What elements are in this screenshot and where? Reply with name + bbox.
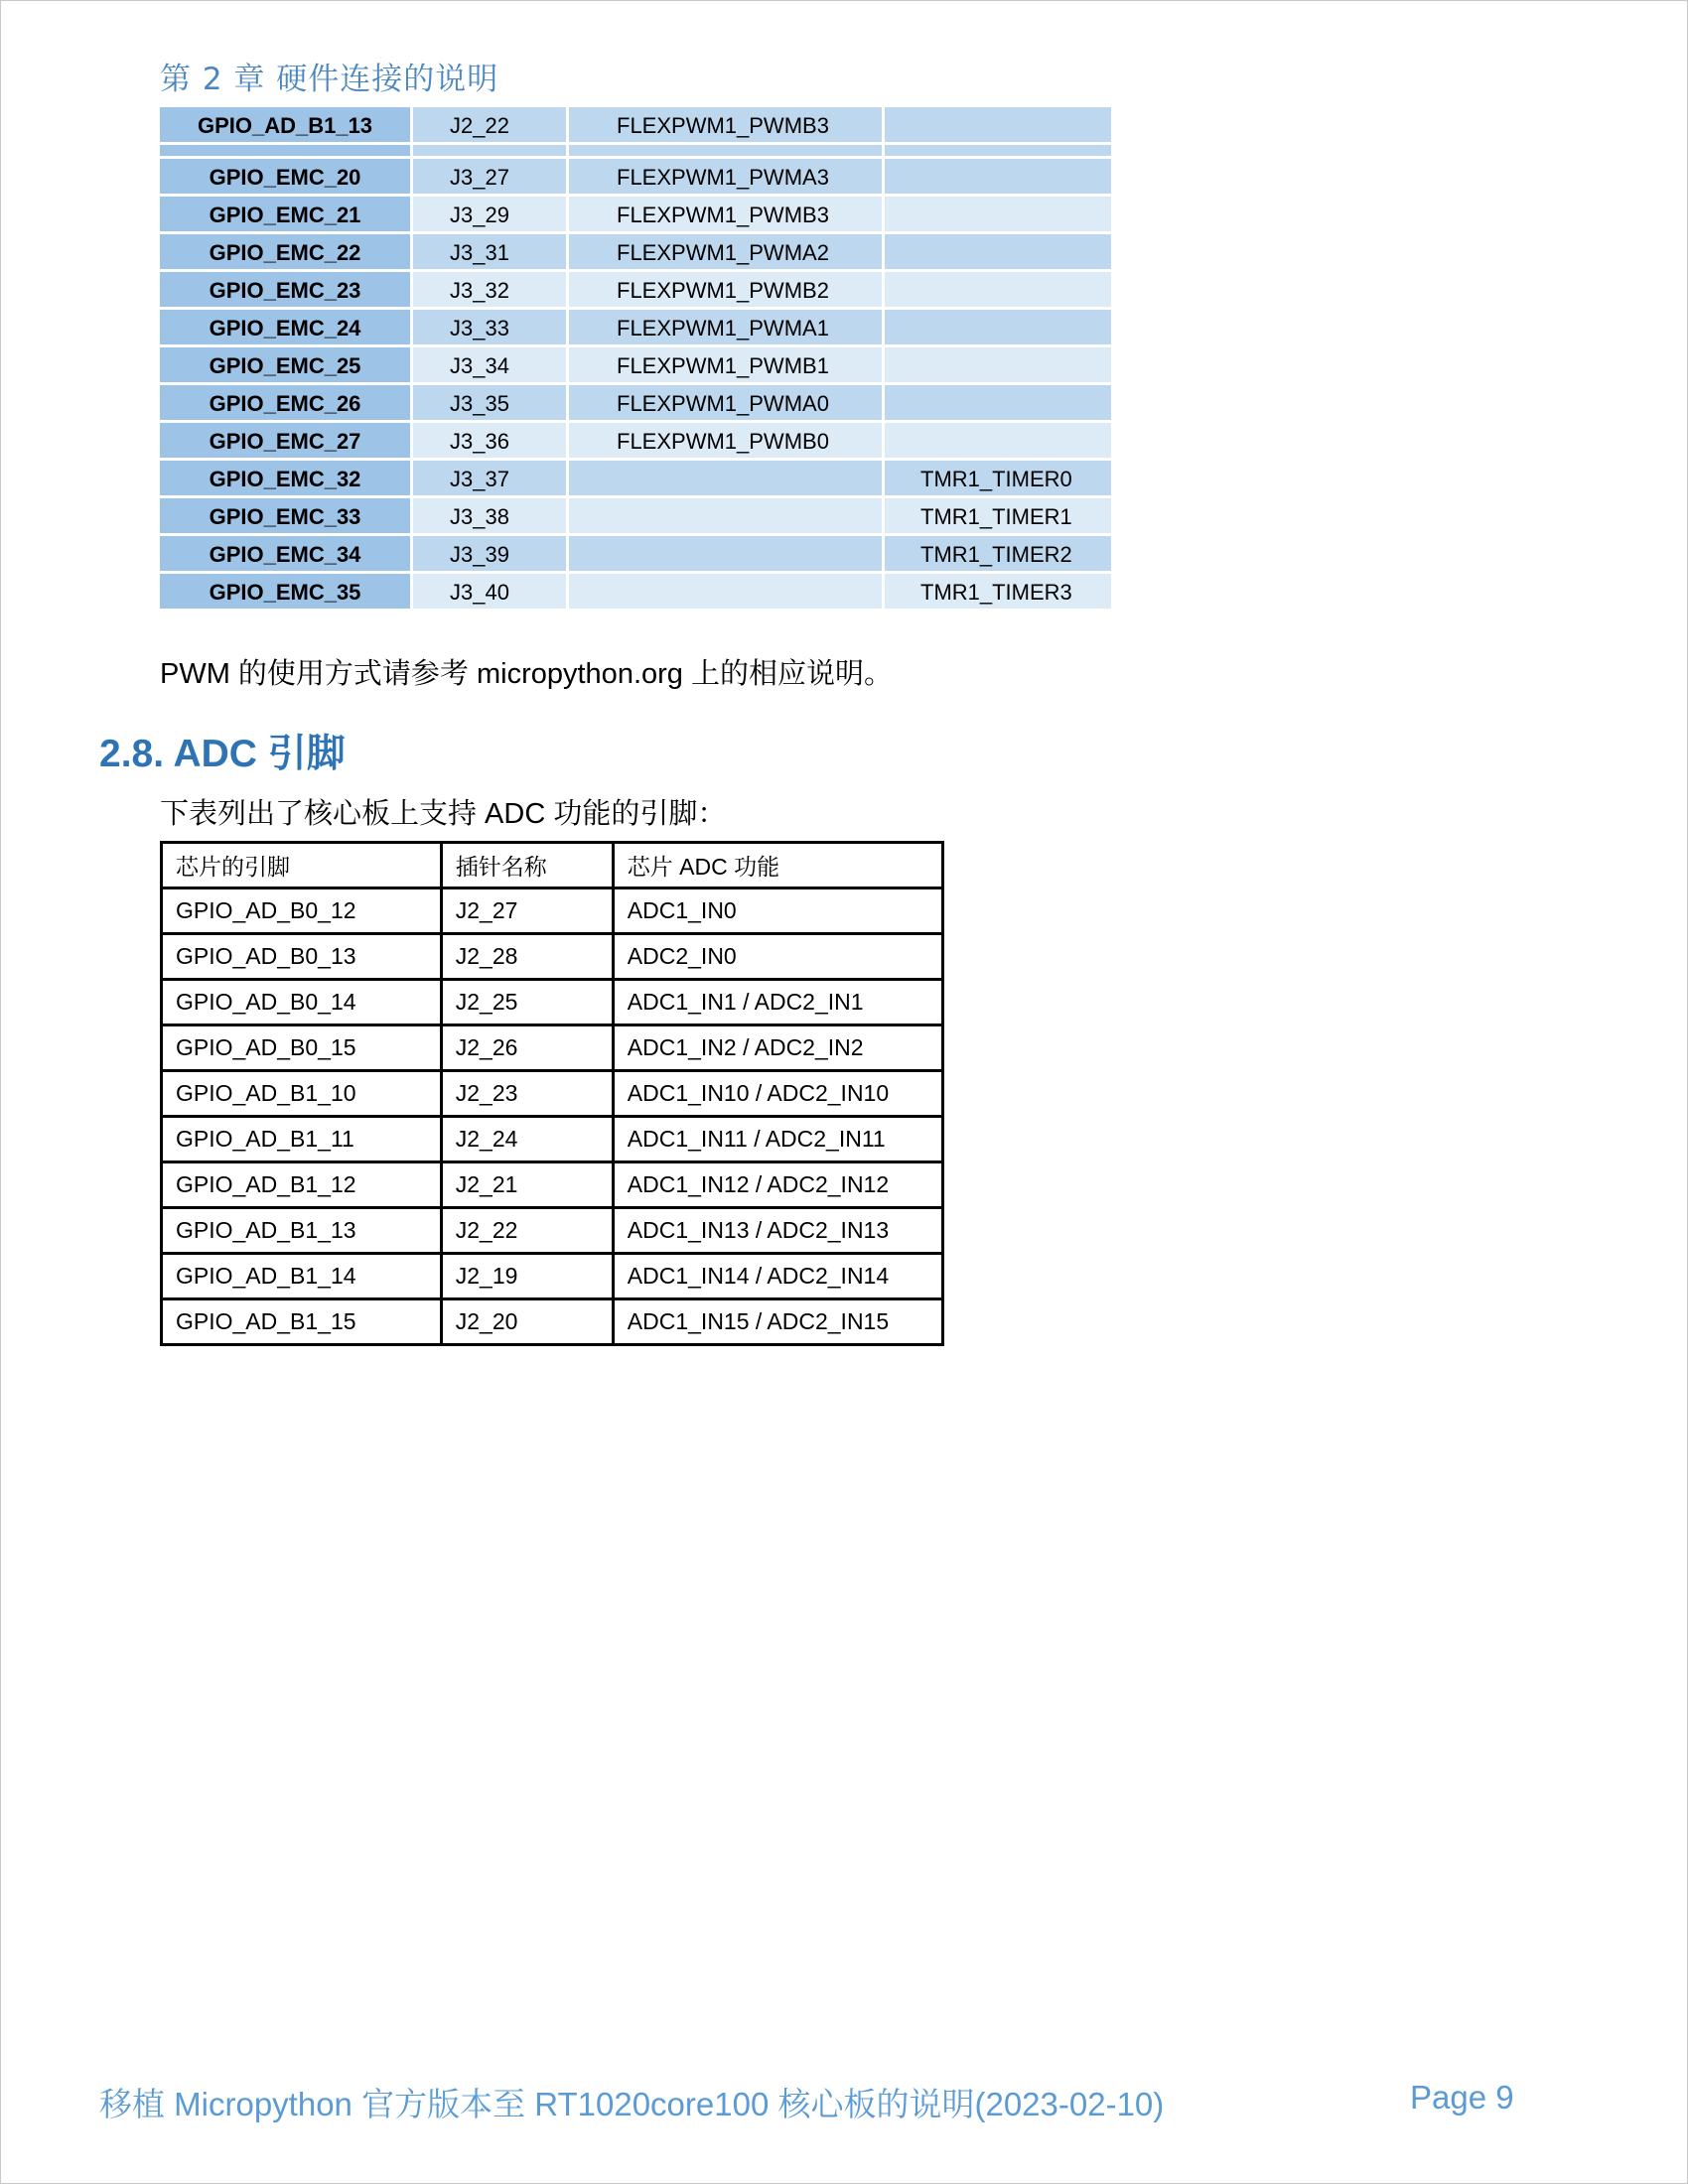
timer-cell: TMR1_TIMER1 [885,498,1111,536]
header-pin-cell: J2_23 [441,1071,613,1117]
header-pin-cell: J3_32 [413,272,569,310]
pwm-usage-note: PWM 的使用方式请参考 micropython.org 上的相应说明。 [160,658,893,690]
pin-cell: GPIO_AD_B1_10 [162,1071,442,1117]
pin-cell: GPIO_EMC_26 [160,385,413,423]
timer-cell: TMR1_TIMER0 [885,461,1111,498]
pin-cell: GPIO_AD_B1_11 [162,1117,442,1162]
header-pin-cell: J3_33 [413,310,569,347]
flexpwm-cell: FLEXPWM1_PWMB1 [569,347,885,385]
table-divider [160,145,1111,159]
flexpwm-cell: FLEXPWM1_PWMB0 [569,423,885,461]
timer-cell [885,385,1111,423]
timer-cell [885,347,1111,385]
timer-cell [885,107,1111,145]
header-pin-cell: J3_39 [413,536,569,574]
pwm-pin-table [160,107,1111,612]
pin-cell: GPIO_AD_B1_15 [162,1299,442,1345]
section-intro: 下表列出了核心板上支持 ADC 功能的引脚： [160,798,727,830]
footer-page-number: Page 9 [1410,2079,1514,2116]
adc-function-cell: ADC1_IN1 / ADC2_IN1 [613,980,942,1025]
timer-cell [885,197,1111,234]
flexpwm-cell [569,461,885,498]
footer-document-title: 移植 Micropython 官方版本至 RT1020core100 核心板的说明(2023-02-10) [99,2086,1165,2122]
table-row [162,1117,943,1162]
pin-cell: GPIO_EMC_35 [160,574,413,612]
pin-cell: GPIO_AD_B1_12 [162,1162,442,1208]
pin-cell: GPIO_AD_B0_13 [162,934,442,980]
table-header-row [162,843,943,888]
pin-cell: GPIO_AD_B0_15 [162,1025,442,1071]
timer-cell [885,310,1111,347]
adc-function-cell: ADC1_IN10 / ADC2_IN10 [613,1071,942,1117]
header-pin-cell: J3_29 [413,197,569,234]
timer-cell [885,159,1111,197]
column-header: 芯片 ADC 功能 [613,843,942,888]
header-pin-cell: J3_31 [413,234,569,272]
flexpwm-cell [569,574,885,612]
header-pin-cell: J3_35 [413,385,569,423]
table-row [162,934,943,980]
header-pin-cell: J2_22 [441,1208,613,1254]
timer-cell: TMR1_TIMER3 [885,574,1111,612]
table-row [162,1071,943,1117]
flexpwm-cell: FLEXPWM1_PWMB2 [569,272,885,310]
header-pin-cell: J2_20 [441,1299,613,1345]
header-pin-cell: J3_40 [413,574,569,612]
flexpwm-cell: FLEXPWM1_PWMA2 [569,234,885,272]
timer-cell [885,234,1111,272]
pin-cell: GPIO_EMC_27 [160,423,413,461]
table-row [162,1162,943,1208]
section-heading: 2.8. ADC 引脚 [99,733,346,775]
column-header: 插针名称 [441,843,613,888]
timer-cell: TMR1_TIMER2 [885,536,1111,574]
adc-function-cell: ADC1_IN14 / ADC2_IN14 [613,1254,942,1299]
header-pin-cell: J3_37 [413,461,569,498]
pin-cell: GPIO_AD_B1_13 [162,1208,442,1254]
table-row [162,1208,943,1254]
pin-cell: GPIO_EMC_32 [160,461,413,498]
flexpwm-cell: FLEXPWM1_PWMB3 [569,197,885,234]
header-pin-cell: J3_27 [413,159,569,197]
pin-cell: GPIO_EMC_24 [160,310,413,347]
header-pin-cell: J2_19 [441,1254,613,1299]
adc-function-cell: ADC1_IN11 / ADC2_IN11 [613,1117,942,1162]
adc-function-cell: ADC1_IN12 / ADC2_IN12 [613,1162,942,1208]
pin-cell: GPIO_AD_B0_14 [162,980,442,1025]
pin-cell: GPIO_EMC_34 [160,536,413,574]
header-pin-cell: J2_22 [413,107,569,145]
pin-cell: GPIO_EMC_21 [160,197,413,234]
adc-function-cell: ADC1_IN2 / ADC2_IN2 [613,1025,942,1071]
table-row [162,888,943,934]
adc-function-cell: ADC1_IN13 / ADC2_IN13 [613,1208,942,1254]
header-pin-cell: J3_38 [413,498,569,536]
header-pin-cell: J2_27 [441,888,613,934]
header-pin-cell: J2_26 [441,1025,613,1071]
flexpwm-cell: FLEXPWM1_PWMB3 [569,107,885,145]
pin-cell: GPIO_EMC_33 [160,498,413,536]
flexpwm-cell: FLEXPWM1_PWMA0 [569,385,885,423]
column-header: 芯片的引脚 [162,843,442,888]
pin-cell: GPIO_AD_B1_14 [162,1254,442,1299]
pin-cell: GPIO_EMC_22 [160,234,413,272]
pin-cell: GPIO_EMC_23 [160,272,413,310]
chapter-header: 第 2 章 硬件连接的说明 [160,62,499,97]
timer-cell [885,423,1111,461]
flexpwm-cell: FLEXPWM1_PWMA3 [569,159,885,197]
adc-function-cell: ADC2_IN0 [613,934,942,980]
table-row [162,1025,943,1071]
header-pin-cell: J2_25 [441,980,613,1025]
flexpwm-cell: FLEXPWM1_PWMA1 [569,310,885,347]
flexpwm-cell [569,498,885,536]
header-pin-cell: J2_21 [441,1162,613,1208]
pin-cell: GPIO_AD_B0_12 [162,888,442,934]
pin-cell: GPIO_AD_B1_13 [160,107,413,145]
table-row [162,1254,943,1299]
adc-function-cell: ADC1_IN0 [613,888,942,934]
header-pin-cell: J3_36 [413,423,569,461]
flexpwm-cell [569,536,885,574]
timer-cell [885,272,1111,310]
header-pin-cell: J2_24 [441,1117,613,1162]
pin-cell: GPIO_EMC_20 [160,159,413,197]
header-pin-cell: J2_28 [441,934,613,980]
table-row [162,1299,943,1345]
header-pin-cell: J3_34 [413,347,569,385]
table-row [162,980,943,1025]
adc-function-cell: ADC1_IN15 / ADC2_IN15 [613,1299,942,1345]
pin-cell: GPIO_EMC_25 [160,347,413,385]
adc-pin-table [160,841,944,1346]
